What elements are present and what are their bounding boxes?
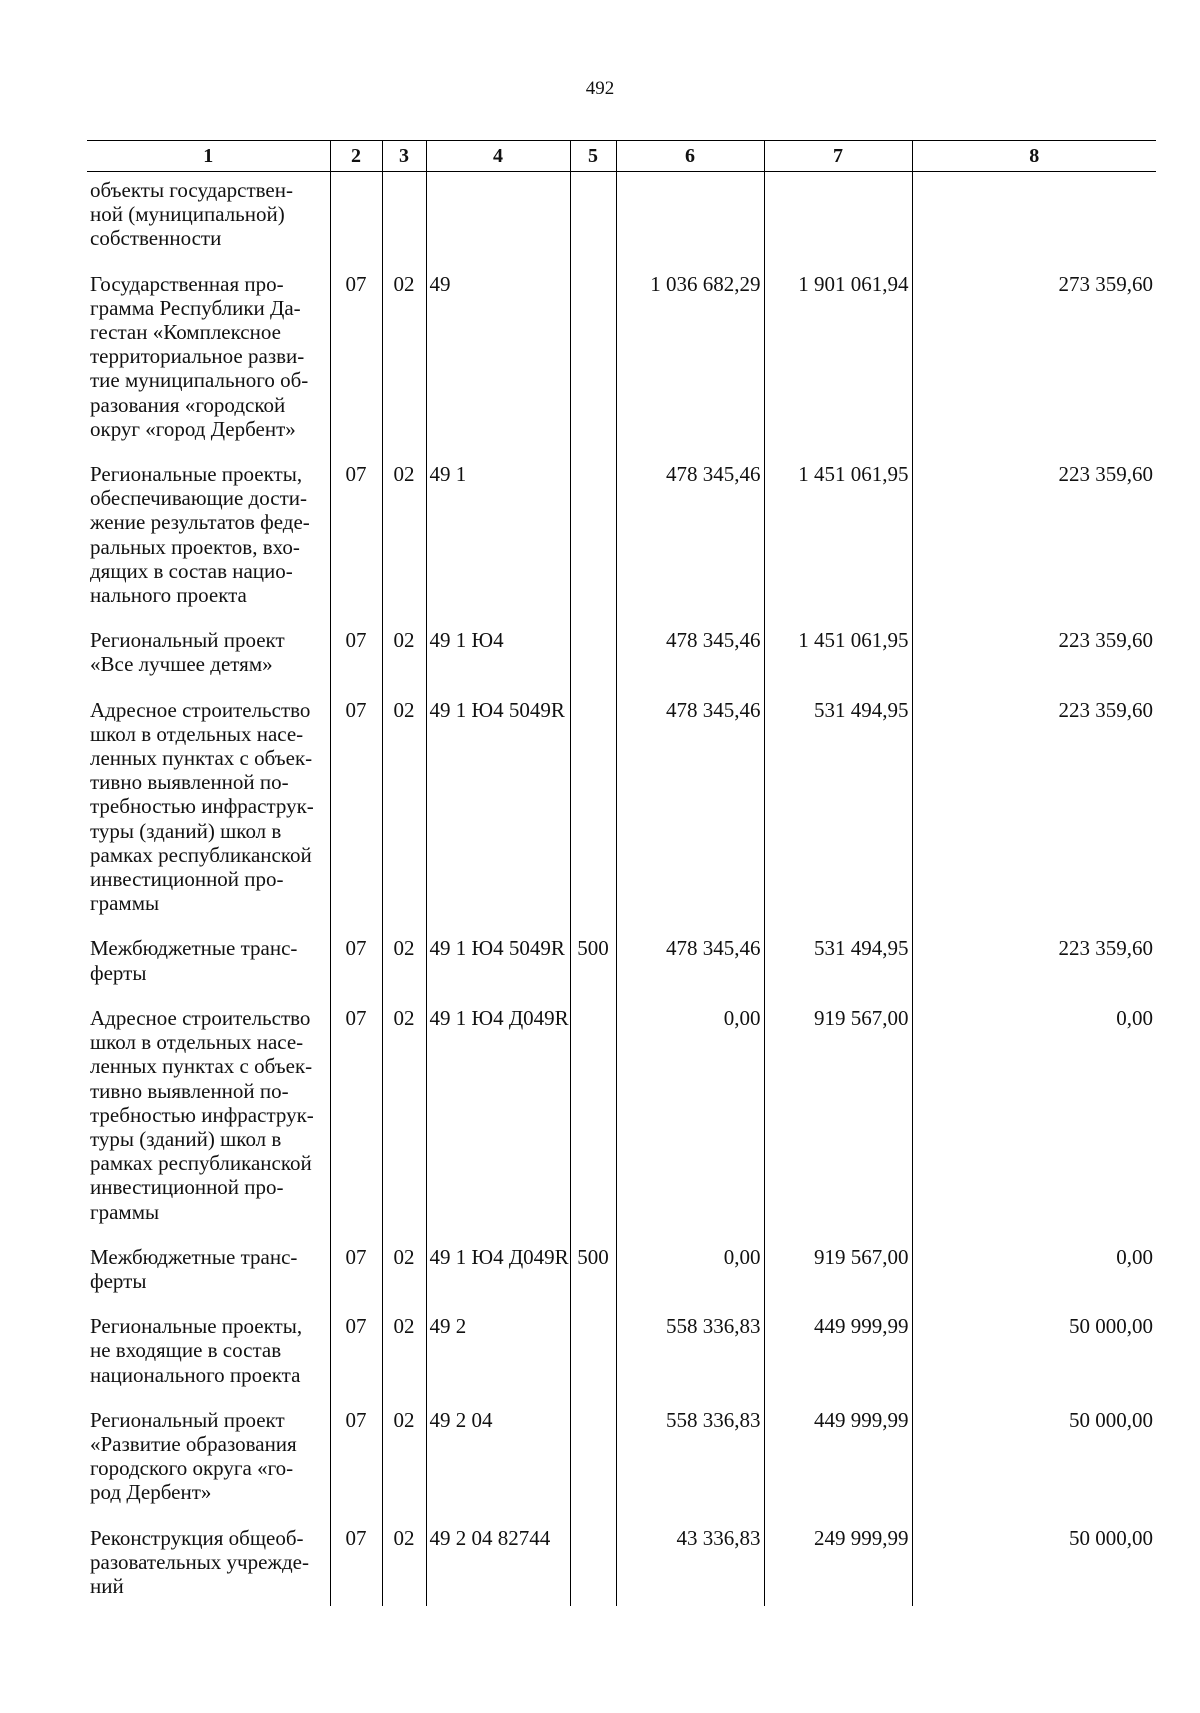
page-number: 492 [585,78,615,99]
cell-name: Межбюджетные транс- ферты [90,936,298,985]
cell-target-article: 49 2 04 [426,1408,570,1526]
header-col-8: 8 [912,141,1156,172]
table-row [87,628,1156,697]
table-row [87,172,1156,272]
cell-name: Региональный проект «Развитие образования городского округа «го- род Дербент» [90,1407,297,1505]
header-col-2: 2 [330,141,382,172]
cell-name: Адресное строительство школ в отдельных насе- ленных пунктах с объек- тивно выявленной по- требностью инфраструк- туры (зданий) школ в рамках республиканской инвестиционной про- граммы [90,1005,314,1224]
cell-subsection: 02 [382,1408,426,1526]
cell-target-article: 49 1 Ю4 5049R [426,936,570,1005]
cell-amount-8: 50 000,00 [912,1408,1156,1526]
table-row [87,462,1156,628]
table-row [87,936,1156,1005]
cell-section [330,172,382,272]
cell-name: Государственная про- грамма Республики Да- гестан «Комплексное территориальное разви- тие муниципального об- разования «городской округ «город Дербент» [90,271,309,441]
cell-target-article: 49 1 Ю4 Д049R [426,1006,570,1245]
header-col-3: 3 [382,141,426,172]
table-row [87,1408,1156,1526]
cell-amount-7 [764,172,912,272]
cell-amount-6: 0,00 [616,1006,764,1245]
cell-expense-type: 500 [570,1245,616,1314]
cell-expense-type [570,628,616,697]
header-row [87,141,1156,172]
header-col-5: 5 [570,141,616,172]
cell-amount-8: 223 359,60 [912,628,1156,697]
cell-amount-6: 558 336,83 [616,1314,764,1408]
cell-section: 07 [330,1006,382,1245]
table-row [87,272,1156,462]
cell-name: Региональный проект «Все лучшее детям» [90,628,285,677]
cell-target-article: 49 1 [426,462,570,628]
cell-section: 07 [330,1526,382,1607]
cell-target-article: 49 2 04 82744 [426,1526,570,1607]
cell-target-article: 49 [426,272,570,462]
cell-amount-8: 273 359,60 [912,272,1156,462]
table-row [87,1245,1156,1314]
cell-section: 07 [330,628,382,697]
cell-amount-6: 1 036 682,29 [616,272,764,462]
cell-amount-6: 478 345,46 [616,936,764,1005]
header-col-6: 6 [616,141,764,172]
cell-amount-7: 919 567,00 [764,1006,912,1245]
cell-expense-type [570,462,616,628]
cell-section: 07 [330,1314,382,1408]
cell-expense-type [570,1314,616,1408]
cell-amount-8: 50 000,00 [912,1526,1156,1607]
cell-amount-6: 558 336,83 [616,1408,764,1526]
cell-subsection: 02 [382,272,426,462]
table-row [87,698,1156,937]
cell-amount-6: 478 345,46 [616,628,764,697]
cell-name: Межбюджетные транс- ферты [90,1244,298,1293]
cell-amount-8: 0,00 [912,1006,1156,1245]
cell-subsection: 02 [382,462,426,628]
cell-name: Реконструкция общеоб- разовательных учрежде- ний [90,1525,309,1598]
table-row [87,1526,1156,1607]
cell-amount-8: 0,00 [912,1245,1156,1314]
cell-amount-6: 0,00 [616,1245,764,1314]
cell-amount-8: 50 000,00 [912,1314,1156,1408]
table-row [87,1314,1156,1408]
cell-target-article: 49 2 [426,1314,570,1408]
cell-target-article: 49 1 Ю4 5049R [426,698,570,937]
cell-expense-type: 500 [570,936,616,1005]
header-col-4: 4 [426,141,570,172]
cell-section: 07 [330,1408,382,1526]
cell-amount-7: 1 451 061,95 [764,628,912,697]
cell-subsection [382,172,426,272]
cell-name: Региональные проекты, не входящие в состав национального проекта [90,1314,303,1387]
cell-amount-7: 1 451 061,95 [764,462,912,628]
table-row [87,1006,1156,1245]
cell-subsection: 02 [382,698,426,937]
cell-subsection: 02 [382,1314,426,1408]
cell-expense-type [570,272,616,462]
cell-section: 07 [330,272,382,462]
cell-amount-7: 449 999,99 [764,1408,912,1526]
cell-subsection: 02 [382,936,426,1005]
cell-target-article: 49 1 Ю4 Д049R [426,1245,570,1314]
cell-section: 07 [330,936,382,1005]
cell-expense-type [570,698,616,937]
cell-amount-7: 919 567,00 [764,1245,912,1314]
header-col-1: 1 [87,141,330,172]
cell-amount-7: 449 999,99 [764,1314,912,1408]
cell-amount-6: 478 345,46 [616,462,764,628]
cell-subsection: 02 [382,1006,426,1245]
cell-subsection: 02 [382,1526,426,1607]
cell-amount-8: 223 359,60 [912,936,1156,1005]
cell-target-article [426,172,570,272]
cell-amount-8: 223 359,60 [912,698,1156,937]
cell-amount-6: 43 336,83 [616,1526,764,1607]
cell-target-article: 49 1 Ю4 [426,628,570,697]
cell-amount-7: 531 494,95 [764,698,912,937]
cell-amount-6: 478 345,46 [616,698,764,937]
cell-amount-6 [616,172,764,272]
cell-amount-7: 531 494,95 [764,936,912,1005]
cell-amount-8: 223 359,60 [912,462,1156,628]
cell-expense-type [570,172,616,272]
cell-amount-7: 1 901 061,94 [764,272,912,462]
cell-section: 07 [330,1245,382,1314]
cell-section: 07 [330,462,382,628]
cell-name: объекты государствен- ной (муниципальной) собственности [90,178,293,251]
cell-subsection: 02 [382,1245,426,1314]
cell-amount-7: 249 999,99 [764,1526,912,1607]
cell-expense-type [570,1526,616,1607]
cell-subsection: 02 [382,628,426,697]
cell-name: Региональные проекты, обеспечивающие дости- жение результатов феде- ральных проектов, вхо- дящих в состав нацио- нального проекта [90,462,310,608]
cell-amount-8 [912,172,1156,272]
table-body [87,172,1156,1607]
header-col-7: 7 [764,141,912,172]
cell-expense-type [570,1408,616,1526]
cell-expense-type [570,1006,616,1245]
budget-table [87,140,1156,1606]
cell-section: 07 [330,698,382,937]
cell-name: Адресное строительство школ в отдельных насе- ленных пунктах с объек- тивно выявленной по- требностью инфраструк- туры (зданий) школ в рамках республиканской инвестиционной про- граммы [90,697,314,916]
